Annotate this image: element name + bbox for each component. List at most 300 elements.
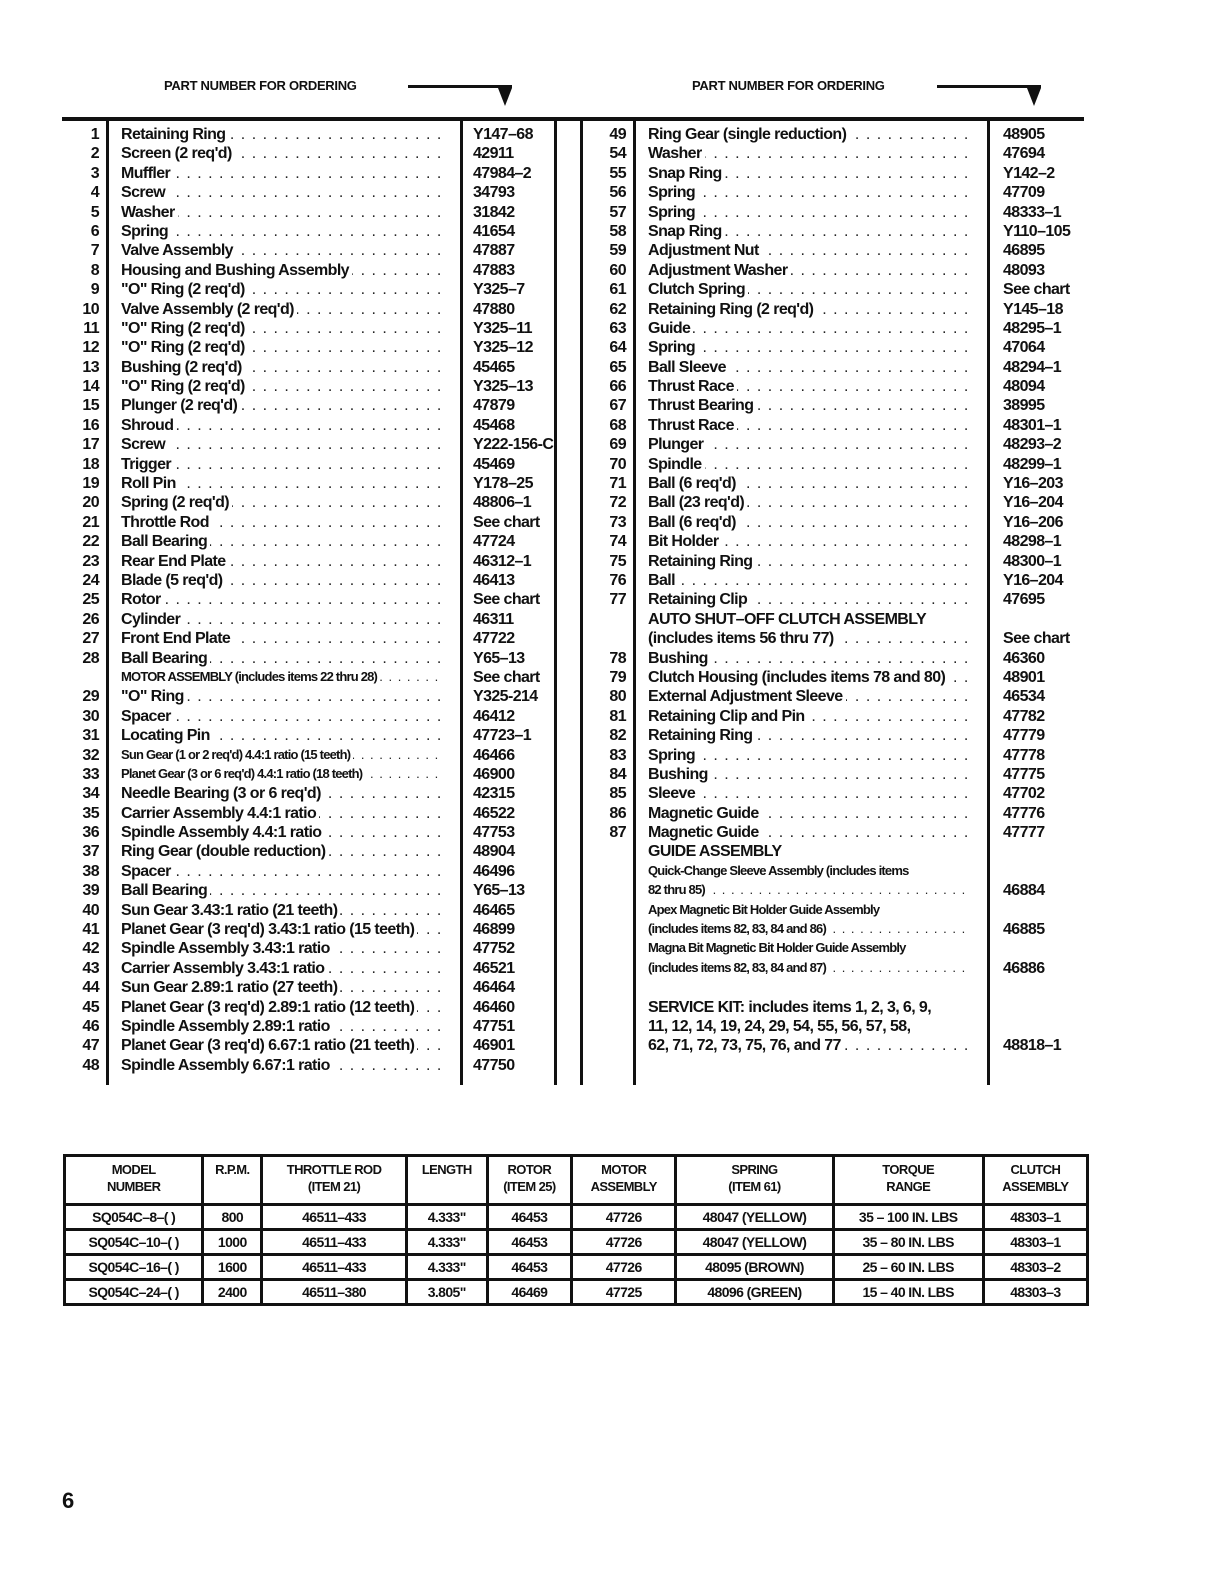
part-item-number: 63	[609, 319, 626, 337]
part-description-text: (includes items 56 thru 77)	[648, 630, 837, 647]
part-description	[121, 281, 443, 299]
part-number: 47751	[473, 1017, 515, 1035]
part-item-number: 26	[82, 610, 99, 628]
spec-cell: 46453	[487, 1230, 571, 1255]
part-description-text: Clutch Housing (includes items 78 and 80)	[648, 669, 948, 686]
part-number: 48094	[1003, 378, 1045, 396]
part-number: 47064	[1003, 339, 1045, 357]
spec-header-line: TORQUE	[882, 1162, 935, 1177]
part-number: 45469	[473, 455, 515, 473]
part-item-number: 65	[609, 358, 626, 376]
spec-cell: 47725	[572, 1280, 676, 1305]
part-item-number: 49	[609, 126, 626, 143]
part-description-text: (includes items 82, 83, 84 and 87)	[648, 960, 829, 975]
part-description	[121, 747, 443, 762]
part-number: 38995	[1003, 397, 1045, 415]
part-description	[121, 824, 443, 842]
part-item-number: 81	[609, 707, 626, 725]
part-item-number: 16	[82, 416, 99, 434]
part-item-number: 29	[82, 688, 99, 706]
part-item-number: 47	[82, 1037, 99, 1055]
part-description	[121, 688, 443, 706]
spec-column-header	[487, 1156, 571, 1205]
part-item-number: 67	[609, 397, 626, 415]
part-number: 46465	[473, 901, 515, 919]
part-row	[585, 882, 1085, 901]
part-description-text: 62, 71, 72, 73, 75, 76, and 77	[648, 1037, 844, 1054]
part-description	[121, 979, 443, 997]
spec-header-line: R.P.M.	[215, 1162, 250, 1177]
part-row	[585, 533, 1085, 552]
part-description	[648, 824, 970, 842]
part-item-number: 41	[82, 921, 99, 939]
part-number: 45465	[473, 358, 515, 376]
part-description-text: Spindle Assembly 6.67:1 ratio	[121, 1057, 333, 1074]
part-number: 46413	[473, 571, 515, 589]
part-description-text: Carrier Assembly 3.43:1 ratio	[121, 960, 327, 977]
part-row	[62, 843, 560, 862]
part-row	[585, 359, 1085, 378]
part-number: 48901	[1003, 668, 1045, 686]
part-item-number: 45	[82, 998, 99, 1016]
spec-cell: 4.333"	[406, 1205, 487, 1230]
part-number: 48300–1	[1003, 552, 1062, 570]
part-description	[121, 611, 443, 629]
part-description	[648, 863, 970, 878]
part-row	[585, 301, 1085, 320]
part-description	[121, 339, 443, 357]
part-item-number: 87	[609, 824, 626, 842]
part-description	[648, 960, 970, 975]
part-row	[585, 1037, 1085, 1056]
spec-header-line: ASSEMBLY	[1002, 1179, 1069, 1194]
part-item-number: 60	[609, 261, 626, 279]
part-number: 47694	[1003, 145, 1045, 163]
part-description	[121, 727, 443, 745]
part-number: 46496	[473, 862, 515, 880]
part-item-number: 19	[82, 475, 99, 493]
part-item-number: 56	[609, 184, 626, 202]
part-row	[585, 126, 1085, 145]
part-description-text: "O" Ring (2 req'd)	[121, 281, 248, 298]
spec-cell: 46469	[487, 1280, 571, 1305]
spec-cell: 48095 (BROWN)	[676, 1255, 833, 1280]
spec-header-line: (ITEM 61)	[728, 1179, 781, 1194]
part-number: 48299–1	[1003, 455, 1062, 473]
part-number: Y325-214	[473, 688, 538, 706]
spec-cell: 48303–1	[983, 1205, 1087, 1230]
spec-cell: 47726	[572, 1205, 676, 1230]
column-divider	[580, 121, 583, 1085]
part-description-text: Ball (23 req'd)	[648, 494, 747, 511]
part-item-number: 32	[82, 746, 99, 764]
part-description	[648, 204, 970, 222]
part-item-number: 86	[609, 804, 626, 822]
spec-header-line: NUMBER	[106, 1179, 161, 1194]
part-description	[648, 397, 970, 415]
part-number: Y65–13	[473, 882, 525, 900]
part-number: Y65–13	[473, 649, 525, 667]
part-number: 47776	[1003, 804, 1045, 822]
part-row	[585, 999, 1085, 1018]
part-row	[585, 863, 1085, 882]
spec-header-line: MOTOR	[601, 1162, 647, 1177]
part-description-text: Bushing (2 req'd)	[121, 359, 245, 376]
part-row	[62, 126, 560, 145]
part-number: See chart	[473, 591, 540, 609]
part-description-text: Needle Bearing (3 or 6 req'd)	[121, 785, 324, 802]
part-number: Y178–25	[473, 475, 533, 493]
part-row	[585, 339, 1085, 358]
part-row	[585, 378, 1085, 397]
part-description-text: Valve Assembly	[121, 242, 236, 259]
part-description	[648, 572, 970, 590]
part-description-text: Bit Holder	[648, 533, 721, 550]
part-description	[648, 747, 970, 765]
part-number: 42911	[473, 145, 514, 163]
part-description-text: Spindle Assembly 2.89:1 ratio	[121, 1018, 333, 1035]
part-description-text: Ring Gear (single reduction)	[648, 126, 849, 143]
part-description	[121, 553, 443, 571]
part-description	[648, 669, 970, 687]
left-part-number-header: PART NUMBER FOR ORDERING	[164, 78, 357, 93]
part-description-text: GUIDE ASSEMBLY	[648, 843, 785, 860]
part-description	[648, 727, 970, 745]
part-description	[648, 359, 970, 377]
part-description	[648, 611, 970, 629]
part-description	[121, 378, 443, 396]
part-number: 46521	[473, 959, 515, 977]
part-row	[62, 436, 560, 455]
part-description	[648, 785, 970, 803]
spec-cell: 25 – 60 IN. LBS	[833, 1255, 983, 1280]
right-part-number-header: PART NUMBER FOR ORDERING	[692, 78, 885, 93]
part-number: 41654	[473, 222, 515, 240]
part-description	[648, 417, 970, 435]
part-description	[121, 436, 443, 454]
left-header-line	[408, 85, 512, 88]
part-item-number: 73	[609, 513, 626, 531]
spec-table-header-row	[65, 1156, 1088, 1205]
part-number: Y325–13	[473, 378, 533, 396]
part-row	[62, 611, 560, 630]
part-item-number: 83	[609, 746, 626, 764]
part-number: 46464	[473, 979, 515, 997]
part-description-text: Spring	[648, 204, 698, 221]
spec-cell: 1000	[203, 1230, 262, 1255]
part-number: 47777	[1003, 824, 1045, 842]
part-description-text: Thrust Bearing	[648, 397, 756, 414]
part-description-text: Roll Pin	[121, 475, 179, 492]
part-item-number: 39	[82, 882, 99, 900]
part-description	[121, 1057, 443, 1075]
part-number: 47724	[473, 533, 515, 551]
part-number: 46900	[473, 765, 515, 783]
part-item-number: 76	[609, 571, 626, 589]
part-row	[585, 456, 1085, 475]
part-description-text: Screw	[121, 184, 168, 201]
spec-column-header	[833, 1156, 983, 1205]
part-description-text: Washer	[121, 204, 178, 221]
part-row	[585, 281, 1085, 300]
part-number: 48806–1	[473, 494, 532, 512]
part-description	[121, 533, 443, 551]
part-description-text: Retaining Ring (2 req'd)	[648, 301, 816, 318]
part-description	[648, 339, 970, 357]
part-item-number: 13	[82, 358, 99, 376]
part-description	[121, 359, 443, 377]
part-item-number: 21	[82, 513, 99, 531]
spec-cell: 35 – 100 IN. LBS	[833, 1205, 983, 1230]
part-item-number: 69	[609, 436, 626, 454]
part-number: 45468	[473, 416, 515, 434]
part-description-text: Front End Plate	[121, 630, 233, 647]
spec-header-line: ASSEMBLY	[590, 1179, 657, 1194]
part-description	[121, 223, 443, 241]
part-number: 47752	[473, 940, 515, 958]
part-description	[648, 766, 970, 784]
part-item-number: 22	[82, 533, 99, 551]
part-item-number: 54	[609, 145, 626, 163]
top-rule	[62, 117, 1084, 121]
part-row	[62, 766, 560, 785]
part-number: Y16–206	[1003, 513, 1063, 531]
part-description	[648, 902, 970, 917]
part-row	[62, 882, 560, 901]
part-description	[648, 650, 970, 668]
spec-cell: SQ054C–10–( )	[65, 1230, 203, 1255]
part-item-number: 23	[82, 552, 99, 570]
model-spec-table	[63, 1154, 1089, 1306]
part-description-text: MOTOR ASSEMBLY (includes items 22 thru 28)	[121, 669, 380, 684]
part-number: 48301–1	[1003, 416, 1062, 434]
part-item-number: 36	[82, 824, 99, 842]
part-number: 47782	[1003, 707, 1045, 725]
part-description	[121, 921, 443, 939]
part-item-number: 33	[82, 765, 99, 783]
part-row	[62, 320, 560, 339]
part-row	[62, 417, 560, 436]
part-description-text: Shroud	[121, 417, 176, 434]
part-description-text: Ball	[648, 572, 678, 589]
part-description	[121, 1037, 443, 1055]
part-item-number: 59	[609, 242, 626, 260]
part-number: 48904	[473, 843, 515, 861]
part-description	[648, 979, 970, 997]
part-description-text: "O" Ring (2 req'd)	[121, 378, 248, 395]
spec-header-line: SPRING	[731, 1162, 778, 1177]
part-number: 46412	[473, 707, 515, 725]
part-row	[62, 1057, 560, 1076]
part-description	[648, 456, 970, 474]
part-description	[121, 1018, 443, 1036]
part-row	[585, 262, 1085, 281]
spec-cell: 48047 (YELLOW)	[676, 1205, 833, 1230]
part-row	[62, 650, 560, 669]
part-item-number: 48	[82, 1056, 99, 1074]
part-row	[585, 727, 1085, 746]
part-description	[648, 262, 970, 280]
part-description-text: (includes items 82, 83, 84 and 86)	[648, 921, 829, 936]
part-description-text: Bushing	[648, 766, 711, 783]
part-description	[648, 145, 970, 163]
part-item-number: 40	[82, 901, 99, 919]
part-description-text: Plunger	[648, 436, 706, 453]
part-description	[648, 843, 970, 861]
part-number: See chart	[1003, 281, 1070, 299]
part-row	[62, 708, 560, 727]
part-description	[121, 397, 443, 415]
part-item-number: 64	[609, 339, 626, 357]
part-description	[121, 320, 443, 338]
part-row	[62, 940, 560, 959]
part-description	[648, 1018, 970, 1036]
part-row	[585, 902, 1085, 921]
part-number: 46895	[1003, 242, 1045, 260]
part-number: Y147–68	[473, 126, 533, 143]
part-row	[585, 242, 1085, 261]
part-description-text: Blade (5 req'd)	[121, 572, 226, 589]
spec-cell: 48096 (GREEN)	[676, 1280, 833, 1305]
part-description-text: Spacer	[121, 863, 174, 880]
part-description-text: Rear End Plate	[121, 553, 229, 570]
part-number: 46466	[473, 746, 515, 764]
part-row	[585, 514, 1085, 533]
part-description	[121, 417, 443, 435]
part-description	[121, 145, 443, 163]
part-item-number: 46	[82, 1017, 99, 1035]
part-row	[62, 921, 560, 940]
part-number: 48293–2	[1003, 436, 1062, 454]
part-description-text: Housing and Bushing Assembly	[121, 262, 352, 279]
left-parts-list	[62, 126, 560, 1076]
part-number: 47709	[1003, 184, 1045, 202]
part-row	[585, 184, 1085, 203]
spec-table-row	[65, 1280, 1088, 1305]
part-description	[648, 184, 970, 202]
part-description-text: Valve Assembly (2 req'd)	[121, 301, 297, 318]
part-description-text: Thrust Race	[648, 417, 737, 434]
part-number: 48905	[1003, 126, 1045, 143]
part-item-number: 82	[609, 727, 626, 745]
part-description	[648, 533, 970, 551]
part-item-number: 68	[609, 416, 626, 434]
part-description	[121, 785, 443, 803]
part-row	[62, 824, 560, 843]
part-item-number: 4	[90, 184, 99, 202]
part-row	[585, 572, 1085, 591]
part-item-number: 8	[90, 261, 99, 279]
part-description-text: "O" Ring (2 req'd)	[121, 320, 248, 337]
part-row	[585, 979, 1085, 998]
part-number: 47778	[1003, 746, 1045, 764]
part-description-text: Carrier Assembly 4.4:1 ratio	[121, 805, 319, 822]
part-description-text: Magnetic Guide	[648, 805, 762, 822]
left-header-arrow-icon	[498, 88, 512, 106]
spec-header-line: CLUTCH	[1010, 1162, 1061, 1177]
part-description-text: Planet Gear (3 or 6 req'd) 4.4:1 ratio (18 teeth)	[121, 766, 365, 781]
page-number: 6	[62, 1488, 75, 1513]
part-item-number: 77	[609, 591, 626, 609]
part-item-number: 11	[83, 319, 99, 337]
part-row	[62, 630, 560, 649]
part-description-text: Bushing	[648, 650, 711, 667]
part-row	[62, 688, 560, 707]
part-number: 47880	[473, 300, 515, 318]
part-description-text: Ball Bearing	[121, 882, 210, 899]
part-row	[62, 805, 560, 824]
part-number: 47723–1	[473, 727, 532, 745]
part-row	[585, 630, 1085, 649]
part-description-text: Ball Sleeve	[648, 359, 729, 376]
part-row	[585, 1018, 1085, 1037]
part-row	[62, 863, 560, 882]
part-item-number: 7	[90, 242, 99, 260]
part-item-number: 15	[82, 397, 99, 415]
part-row	[62, 902, 560, 921]
part-description	[121, 456, 443, 474]
part-number: Y222-156-C	[473, 436, 554, 454]
part-number: 48298–1	[1003, 533, 1062, 551]
spec-header-line: LENGTH	[421, 1162, 472, 1177]
spec-column-header	[65, 1156, 203, 1205]
part-description-text: External Adjustment Sleeve	[648, 688, 846, 705]
part-row	[62, 204, 560, 223]
part-number: 46901	[473, 1037, 515, 1055]
part-description	[648, 921, 970, 936]
part-description-text: Apex Magnetic Bit Holder Guide Assembly	[648, 902, 882, 917]
part-description-text: AUTO SHUT–OFF CLUTCH ASSEMBLY	[648, 611, 929, 628]
part-description	[121, 204, 443, 222]
part-description	[121, 708, 443, 726]
part-item-number: 66	[609, 378, 626, 396]
part-row	[62, 223, 560, 242]
part-description-text: Retaining Ring	[121, 126, 228, 143]
part-row	[62, 747, 560, 766]
part-number: 46884	[1003, 882, 1045, 900]
part-description-text: Ring Gear (double reduction)	[121, 843, 329, 860]
part-row	[585, 145, 1085, 164]
part-item-number: 20	[82, 494, 99, 512]
part-description	[121, 843, 443, 861]
spec-header-line: (ITEM 25)	[503, 1179, 556, 1194]
spec-cell: SQ054C–24–( )	[65, 1280, 203, 1305]
part-description-text: Locating Pin	[121, 727, 213, 744]
part-item-number: 71	[609, 475, 626, 493]
part-item-number: 25	[82, 591, 99, 609]
part-row	[585, 747, 1085, 766]
part-row	[62, 339, 560, 358]
part-item-number: 30	[82, 707, 99, 725]
part-number: 47775	[1003, 765, 1045, 783]
part-description	[121, 301, 443, 319]
part-description	[648, 165, 970, 183]
part-item-number: 55	[609, 164, 626, 182]
part-number: 47722	[473, 630, 515, 648]
spec-cell: 800	[203, 1205, 262, 1230]
part-row	[585, 766, 1085, 785]
part-description-text: Quick-Change Sleeve Assembly (includes items	[648, 863, 912, 878]
spec-table-row	[65, 1230, 1088, 1255]
part-number: 46899	[473, 921, 515, 939]
spec-column-header	[262, 1156, 407, 1205]
part-item-number: 1	[90, 126, 99, 143]
part-row	[585, 436, 1085, 455]
part-row	[585, 921, 1085, 940]
part-number: Y325–7	[473, 281, 525, 299]
part-description	[648, 630, 970, 648]
part-row	[62, 397, 560, 416]
